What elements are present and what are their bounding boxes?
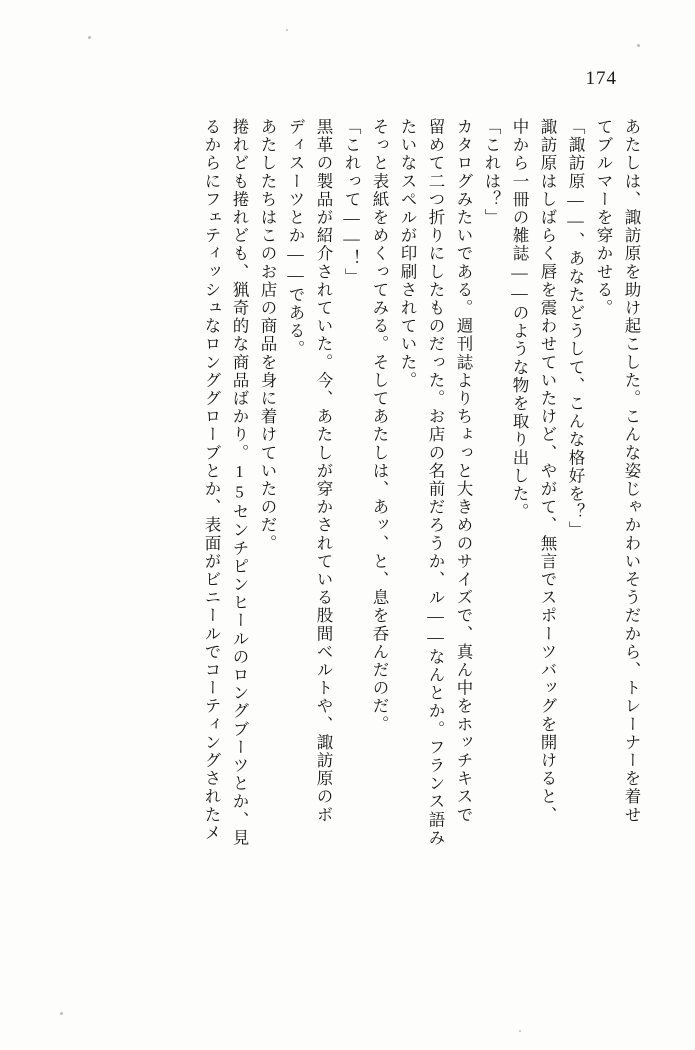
text-column: 中から一冊の雑誌――のような物を取り出した。: [510, 118, 529, 522]
text-column: 「これって――！」: [342, 118, 361, 286]
text-column: 「諏訪原――、あなたどうして、こんな格好を？」: [566, 118, 585, 540]
text-column: 捲れども捲れども、猟奇的な商品ばかり。15センチピンヒールのロングブーツとか、見: [230, 118, 249, 847]
text-column: あたしたちはこのお店の商品を身に着けていたのだ。: [258, 118, 277, 553]
text-column: カタログみたいである。週刊誌よりちょっと大きめのサイズで、真ん中をホッチキスで: [454, 118, 473, 824]
body-text-block: [48, 118, 639, 1022]
text-column: 「これは？」: [482, 118, 501, 227]
text-column: 諏訪原はしばらく唇を震わせていたけど、やがて、無言でスポーツバッグを開けると、: [538, 118, 557, 824]
scan-speck: [519, 1030, 521, 1032]
text-column: 黒革の製品が紹介されていた。今、あたしが穿かされている股間ベルトや、諏訪原のボ: [314, 118, 333, 824]
scan-speck: [60, 1012, 63, 1015]
text-column: てブルマーを穿かせる。: [594, 118, 613, 318]
text-column: 留めて二つ折りにしたものだった。お店の名前だろうか、ル――なんとか。フランス語み: [426, 118, 445, 847]
scan-speck: [637, 44, 640, 47]
text-column: あたしは、諏訪原を助け起こした。こんな姿じゃかわいそうだから、トレーナーを着せ: [622, 118, 641, 824]
scan-speck: [88, 36, 91, 39]
text-column: たいなスペルが印刷されていた。: [398, 118, 417, 390]
text-column: そっと表紙をめくってみる。そしてあたしは、あッ、と、息を呑んだのだ。: [370, 118, 389, 734]
scan-speck: [286, 29, 288, 31]
page-number: 174: [585, 68, 617, 89]
text-column: るからにフェティッシュなロンググローブとか、表面がビニールでコーティングされたメ: [202, 118, 221, 842]
text-column: ディスーツとか――である。: [286, 118, 305, 359]
